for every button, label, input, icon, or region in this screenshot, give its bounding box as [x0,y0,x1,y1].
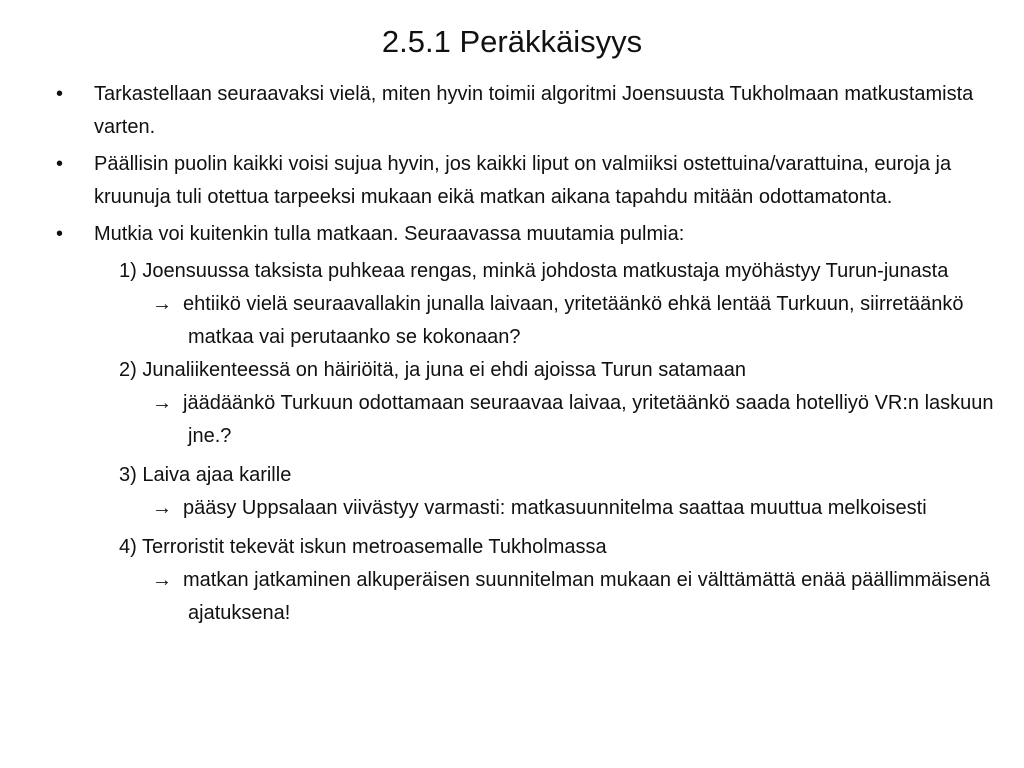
bullet-text: Mutkia voi kuitenkin tulla matkaan. Seuraavassa muutamia pulmia: [94,223,685,245]
problem-consequence [119,288,996,354]
bullet-text: Tarkastellaan seuraavaksi vielä, miten hyvin toimii algoritmi Joensuusta Tukholmaan matkustamista varten. [94,83,974,138]
bullet-item [56,148,996,214]
slide-content [56,78,996,630]
arrow-right-icon: → [152,569,172,591]
consequence-text: matkan jatkaminen alkuperäisen suunnitelman mukaan ei välttämättä enää päällimmäisenä ajatuksena! [183,569,991,624]
problem-item [119,459,996,525]
problem-label: 4) Terroristit tekevät iskun metroasemalle Tukholmassa [119,536,607,558]
consequence-text: pääsy Uppsalaan viivästyy varmasti: matkasuunnitelma saattaa muuttua melkoisesti [183,497,927,519]
arrow-right-icon: → [152,392,172,414]
problem-consequence [119,387,996,453]
problem-item [119,531,996,630]
slide-title: 2.5.1 Peräkkäisyys [381,24,643,59]
problem-item [119,354,996,453]
arrow-right-icon: → [152,293,172,315]
bullet-item [56,218,996,251]
arrow-right-icon: → [152,497,172,519]
problem-item [119,255,996,354]
problem-consequence [119,492,996,525]
bullet-text: Päällisin puolin kaikki voisi sujua hyvin, jos kaikki liput on valmiiksi ostettuina/varattuina, euroja ja kruunuja tuli otettua tarpeeksi mukaan eikä matkan aikana tapahdu mitään odottamatonta. [94,153,952,208]
bullet-dot-icon: • [56,153,64,175]
consequence-text: ehtiikö vielä seuraavallakin junalla laivaan, yritetäänkö ehkä lentää Turkuun, siirretäänkö matkaa vai perutaanko se kokonaan? [183,293,964,348]
consequence-text: jäädäänkö Turkuun odottamaan seuraavaa laivaa, yritetäänkö saada hotelliyö VR:n laskuun jne.? [183,392,994,447]
bullet-dot-icon: • [56,83,64,105]
problem-label: 1) Joensuussa taksista puhkeaa rengas, minkä johdosta matkustaja myöhästyy Turun-junasta [119,260,949,282]
problem-consequence [119,564,996,630]
bullet-item [56,78,996,144]
problem-label: 2) Junaliikenteessä on häiriöitä, ja juna ei ehdi ajoissa Turun satamaan [119,359,747,381]
problem-label: 3) Laiva ajaa karille [119,464,292,486]
bullet-dot-icon: • [56,223,64,245]
